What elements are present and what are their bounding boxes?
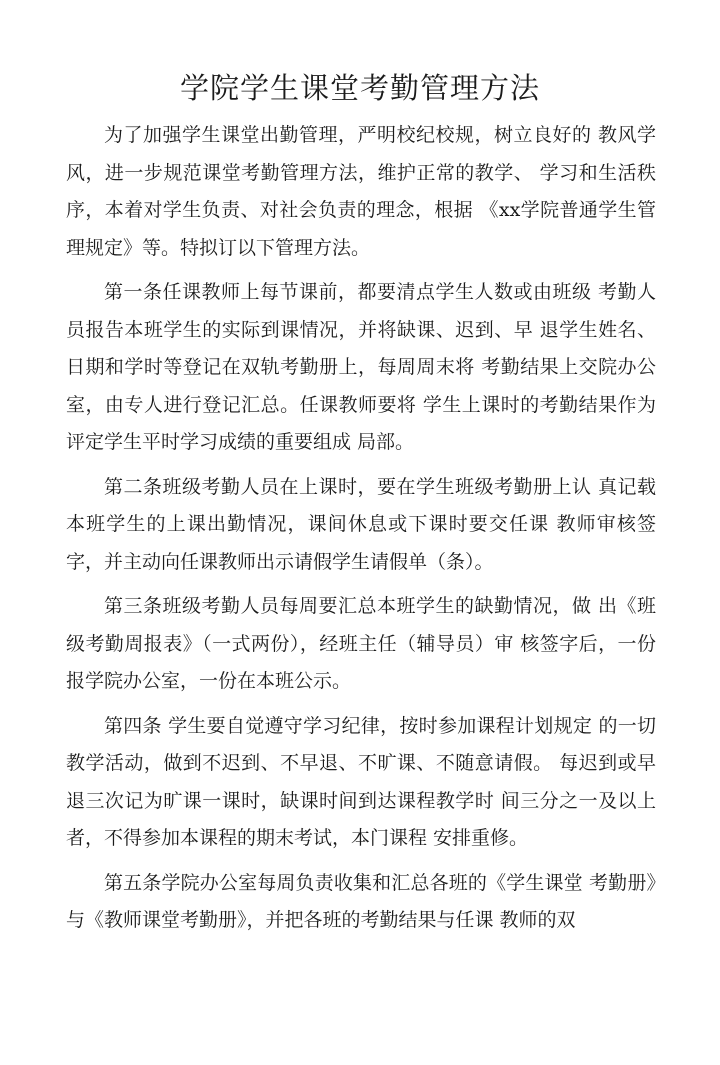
paragraph-article-5: 第五条学院办公室每周负责收集和汇总各班的《学生课堂 考勤册》与《教师课堂考勤册》，并把各班的考勤结果与任课 教师的双: [66, 871, 656, 931]
paragraph-intro: 为了加强学生课堂出勤管理，严明校纪校规，树立良好的 教风学风，进一步规范课堂考勤管理方法，维护正常的教学、 学习和生活秩序，本着对学生负责、对社会负责的理念，根据 《xx学院普通学生管理规定》等。特拟订以下管理方法。: [66, 124, 656, 259]
document-title: 学院学生课堂考勤管理方法: [179, 71, 540, 105]
document-body: [66, 117, 656, 947]
paragraph-article-4: 第四条 学生要自觉遵守学习纪律，按时参加课程计划规定 的一切教学活动，做到不迟到、不早退、不旷课、不随意请假。 每迟到或早退三次记为旷课一课时，缺课时间到达课程教学时 间三分之一及以上者，不得参加本课程的期末考试，本门课程 安排重修。: [66, 714, 656, 849]
paragraph-article-2: 第二条班级考勤人员在上课时，要在学生班级考勤册上认 真记载本班学生的上课出勤情况，课间休息或下课时要交任课 教师审核签字，并主动向任课教师出示请假学生请假单（条）。: [66, 475, 656, 573]
paragraph-article-1: 第一条任课教师上每节课前，都要清点学生人数或由班级 考勤人员报告本班学生的实际到课情况，并将缺课、迟到、早 退学生姓名、日期和学时等登记在双轨考勤册上，每周周末将 考勤结果上交院办公室，由专人进行登记汇总。任课教师要将 学生上课时的考勤结果作为评定学生平时学习成绩的重要组成 局部。: [66, 281, 656, 453]
paragraph-article-3: 第三条班级考勤人员每周要汇总本班学生的缺勤情况，做 出《班级考勤周报表》（一式两份），经班主任（辅导员）审 核签字后，一份报学院办公室，一份在本班公示。: [66, 595, 656, 692]
